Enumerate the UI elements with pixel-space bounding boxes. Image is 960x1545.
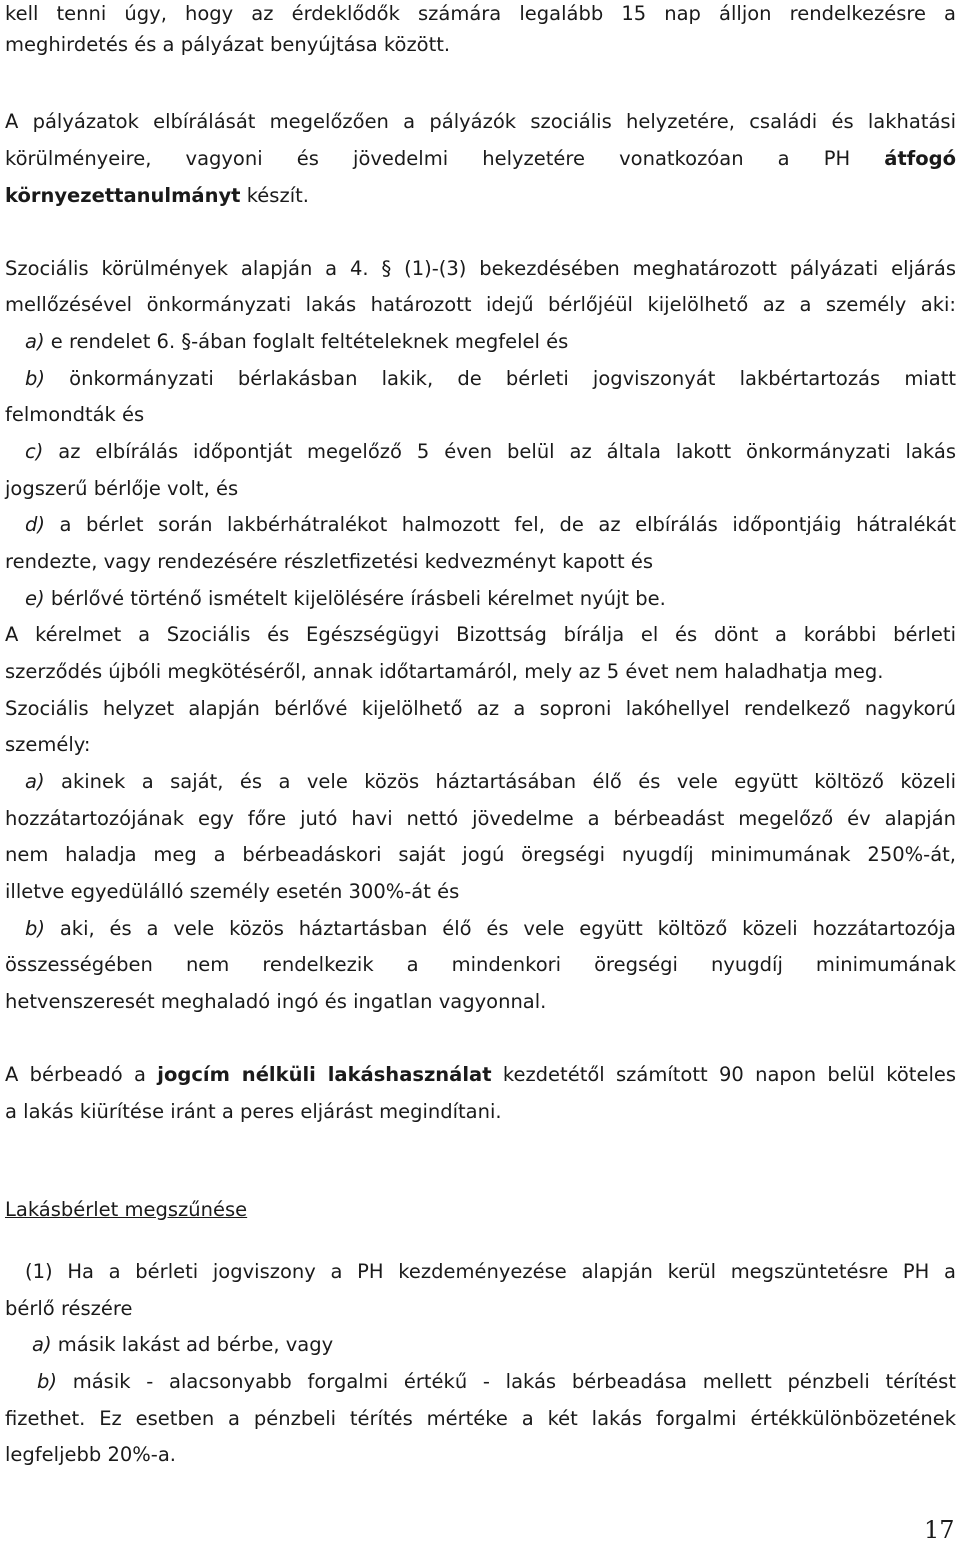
list-marker: c)	[25, 440, 44, 463]
list-item	[25, 768, 956, 796]
text-line: összességében nem rendelkezik a mindenkori öregségi nyugdíj minimumának	[5, 953, 956, 976]
text-span: a bérlet során lakbérhátralékot halmozott fel, de az elbírálás időpontjáig hátralékát	[59, 513, 956, 536]
text-line: A kérelmet a Szociális és Egészségügyi Bizottság bírálja el és dönt a korábbi bérleti	[5, 623, 956, 646]
list-item	[25, 585, 666, 613]
text-line: meghirdetés és a pályázat benyújtása között.	[5, 33, 451, 56]
section-heading: Lakásbérlet megszűnése	[5, 1198, 248, 1221]
text-span: A bérbeadó a	[5, 1063, 146, 1086]
text-line: nem haladja meg a bérbeadáskori saját jogú öregségi nyugdíj minimumának 250%-át,	[5, 843, 956, 866]
text-line	[5, 1061, 956, 1089]
bold-text: környezettanulmányt	[5, 184, 241, 207]
text-line: (1) Ha a bérleti jogviszony a PH kezdeményezése alapján kerül megszüntetésre PH a	[25, 1260, 956, 1283]
text-line: A pályázatok elbírálását megelőzően a pályázók szociális helyzetére, családi és lakhatási	[5, 110, 956, 133]
text-line: illetve egyedülálló személy esetén 300%-át és	[5, 880, 460, 903]
text-span: körülményeire, vagyoni és jövedelmi helyzetére vonatkozóan a PH	[5, 147, 851, 170]
list-item	[25, 511, 956, 539]
text-line: személy:	[5, 733, 91, 756]
text-line	[5, 182, 309, 210]
text-line: fizethet. Ez esetben a pénzbeli térítés mértéke a két lakás forgalmi értékkülönbözetének	[5, 1407, 956, 1430]
list-item	[25, 365, 956, 393]
list-marker: b)	[37, 1370, 57, 1393]
list-marker: a)	[32, 1333, 52, 1356]
text-line: legfeljebb 20%-a.	[5, 1443, 176, 1466]
bold-text: átfogó	[884, 147, 956, 170]
text-span: aki, és a vele közös háztartásban élő és vele együtt költöző közeli hozzátartozója	[59, 917, 956, 940]
text-line: felmondták és	[5, 403, 145, 426]
list-marker: b)	[25, 917, 45, 940]
text-span: akinek a saját, és a vele közös háztartásában élő és vele együtt költöző közeli	[61, 770, 956, 793]
text-line: hozzátartozójának egy főre jutó havi nettó jövedelme a bérbeadást megelőző év alapján	[5, 807, 956, 830]
text-line: bérlő részére	[5, 1297, 133, 1320]
list-item	[37, 1368, 956, 1396]
text-span: e rendelet 6. §-ában foglalt feltételeknek megfelel és	[50, 330, 569, 353]
text-span: önkormányzati bérlakásban lakik, de bérleti jogviszonyát lakbértartozás miatt	[69, 367, 956, 390]
text-line: mellőzésével önkormányzati lakás határozott idejű bérlőjéül kijelölhető az a személy aki:	[5, 293, 956, 316]
list-item	[25, 438, 956, 466]
text-span: bérlővé történő ismételt kijelölésére írásbeli kérelmet nyújt be.	[50, 587, 666, 610]
bold-text: jogcím nélküli lakáshasználat	[157, 1063, 492, 1086]
text-span: kezdetétől számított 90 napon belül köteles	[502, 1063, 957, 1086]
text-line: hetvenszeresét meghaladó ingó és ingatlan vagyonnal.	[5, 990, 547, 1013]
list-marker: e)	[25, 587, 45, 610]
text-span: az elbírálás időpontját megelőző 5 éven belül az általa lakott önkormányzati lakás	[58, 440, 956, 463]
text-line: jogszerű bérlője volt, és	[5, 477, 239, 500]
list-marker: a)	[25, 770, 45, 793]
list-marker: d)	[25, 513, 45, 536]
list-item	[25, 328, 568, 356]
text-line: Szociális körülmények alapján a 4. § (1)-(3) bekezdésében meghatározott pályázati eljárás	[5, 257, 956, 280]
text-line: a lakás kiürítése iránt a peres eljárást megindítani.	[5, 1100, 502, 1123]
text-line: kell tenni úgy, hogy az érdeklődők számára legalább 15 nap álljon rendelkezésre a	[5, 2, 956, 25]
text-span: másik - alacsonyabb forgalmi értékű - lakás bérbeadása mellett pénzbeli térítést	[72, 1370, 956, 1393]
text-line: rendezte, vagy rendezésére részletfizetési kedvezményt kapott és	[5, 550, 654, 573]
list-marker: a)	[25, 330, 45, 353]
list-item	[32, 1331, 333, 1359]
text-span: másik lakást ad bérbe, vagy	[57, 1333, 334, 1356]
text-span: készít.	[246, 184, 309, 207]
page-number: 17	[924, 1516, 955, 1544]
text-line: Szociális helyzet alapján bérlővé kijelölhető az a soproni lakóhellyel rendelkező nagykorú	[5, 697, 956, 720]
list-marker: b)	[25, 367, 45, 390]
text-line	[5, 145, 956, 173]
text-line: szerződés újbóli megkötéséről, annak időtartamáról, mely az 5 évet nem haladhatja meg.	[5, 660, 884, 683]
list-item	[25, 915, 956, 943]
